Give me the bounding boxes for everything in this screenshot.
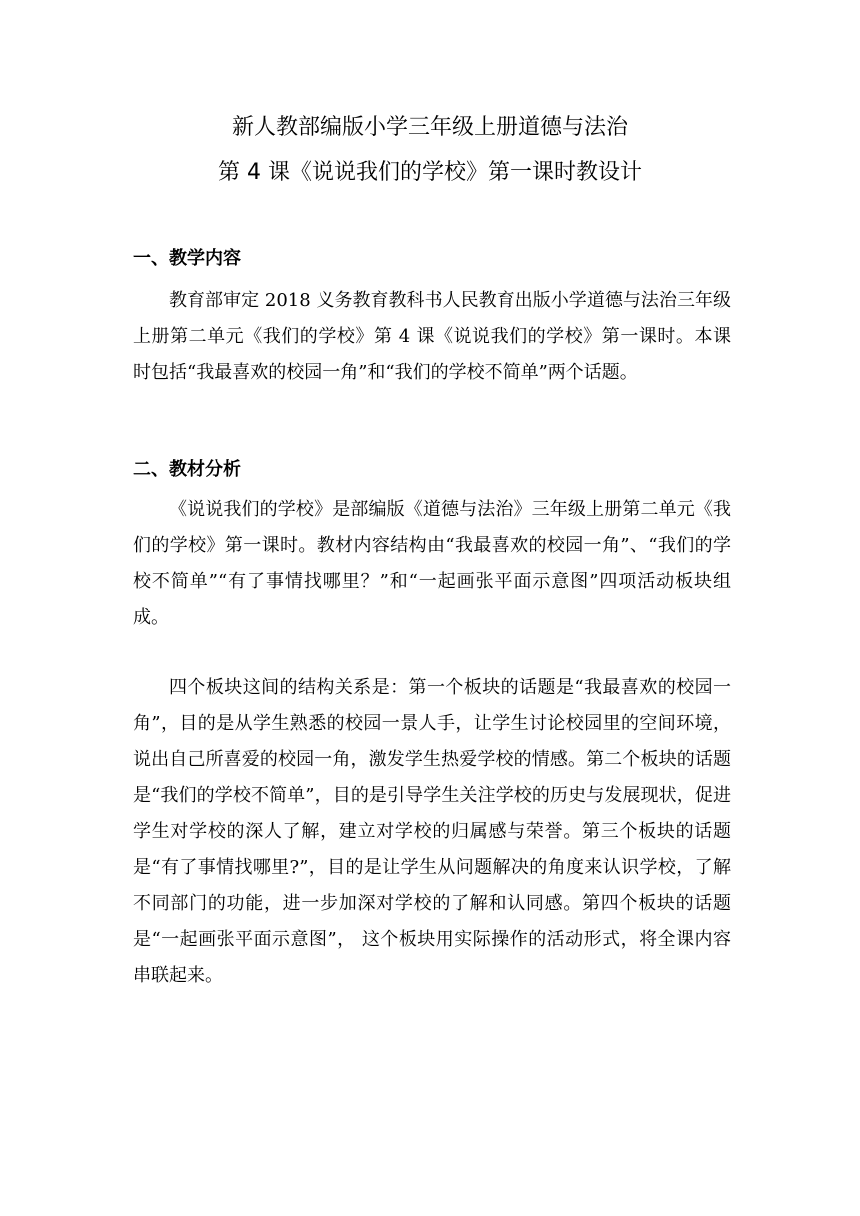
paragraph-material-analysis-1: 《说说我们的学校》是部编版《道德与法治》三年级上册第二单元《我们的学校》第一课时。教材内容结构由“我最喜欢的校园一角”、“我们的学校不简单”“有了事情找哪里？”和“一起画张平面示意图”四项活动板块组成。 xyxy=(133,499,731,628)
section-heading-teaching-content: 一、教学内容 xyxy=(133,248,241,269)
document-title: 新人教部编版小学三年级上册道德与法治 xyxy=(231,115,628,140)
section-heading-material-analysis: 二、教材分析 xyxy=(133,459,241,480)
paragraph-teaching-content: 教育部审定 2018 义务教育教科书人民教育出版小学道德与法治三年级上册第二单元《我们的学校》第 4 课《说说我们的学校》第一课时。本课时包括“我最喜欢的校园一角”和“我们的学校不简单”两个话题。 xyxy=(133,290,731,383)
document-subtitle: 第 4 课《说说我们的学校》第一课时教设计 xyxy=(218,160,642,185)
paragraph-material-analysis-2: 四个板块这间的结构关系是：第一个板块的话题是“我最喜欢的校园一角”，目的是从学生熟悉的校园一景人手，让学生讨论校园里的空间环境，说出自己所喜爱的校园一角，激发学生热爱学校的情感。第二个板块的话题是“我们的学校不简单”，目的是引导学生关注学校的历史与发展现状，促进学生对学校的深人了解，建立对学校的归属感与荣誉。第三个板块的话题是“有了事情找哪里?”，目的是让学生从问题解决的角度来认识学校，了解不同部门的功能，进一步加深对学校的了解和认同感。第四个板块的话题是“一起画张平面示意图”， 这个板块用实际操作的活动形式，将全课内容串联起来。 xyxy=(133,677,731,986)
